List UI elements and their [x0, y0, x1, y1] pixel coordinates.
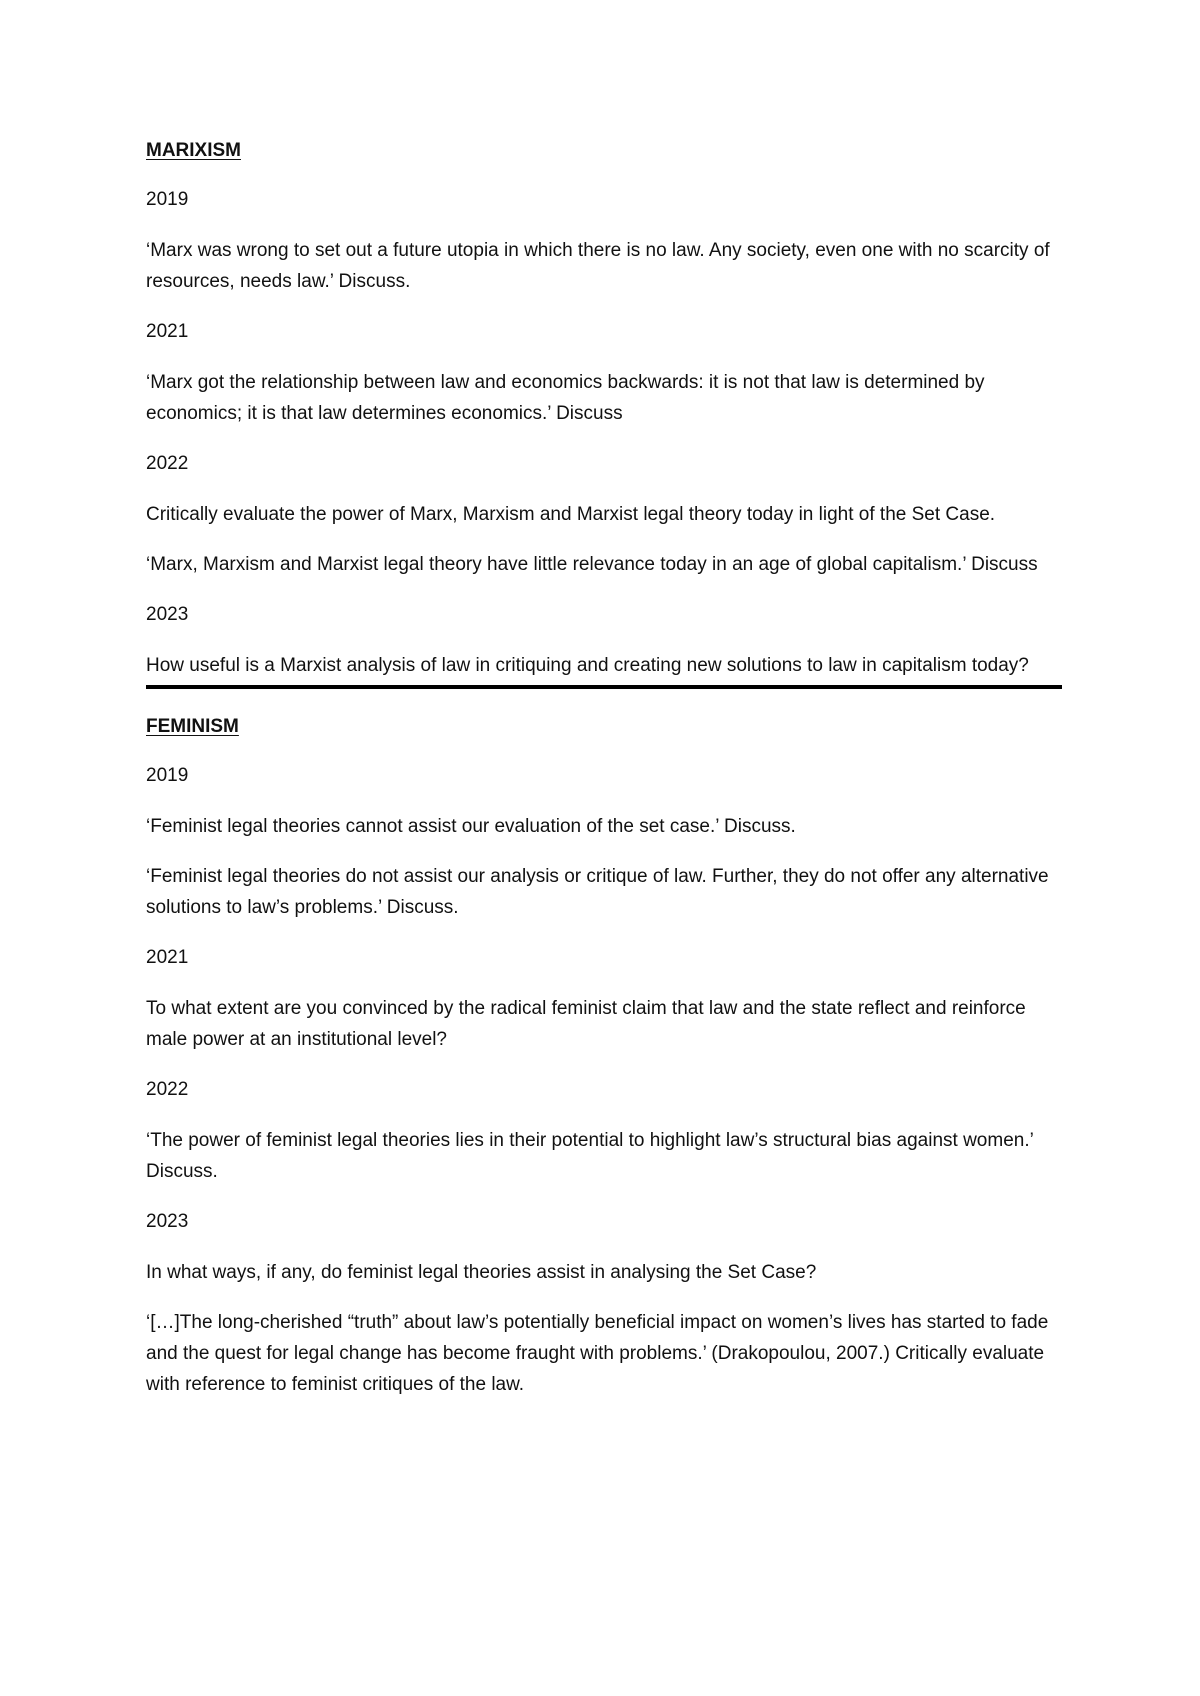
exam-question: ‘Feminist legal theories cannot assist our evaluation of the set case.’ Discuss.	[146, 816, 796, 837]
document-page	[146, 138, 1062, 1400]
exam-question: To what extent are you convinced by the radical feminist claim that law and the state reflect and reinforce male power at an institutional level?	[146, 998, 1026, 1050]
exam-question: ‘Marx got the relationship between law and economics backwards: it is not that law is determined by economics; it is that law determines economics.’ Discuss	[146, 372, 985, 424]
exam-question: ‘Marx was wrong to set out a future utopia in which there is no law. Any society, even one with no scarcity of resources, needs law.’ Discuss.	[146, 240, 1050, 292]
section-marxism	[146, 138, 1062, 681]
exam-question: ‘Feminist legal theories do not assist our analysis or critique of law. Further, they do not offer any alternative solutions to law’s problems.’ Discuss.	[146, 866, 1049, 918]
year-label: 2021	[146, 321, 189, 342]
year-label: 2019	[146, 765, 189, 786]
year-label: 2019	[146, 189, 189, 210]
exam-question: How useful is a Marxist analysis of law in critiquing and creating new solutions to law in capitalism today?	[146, 655, 1029, 676]
section-heading: MARIXISM	[146, 140, 241, 161]
exam-question: ‘Marx, Marxism and Marxist legal theory have little relevance today in an age of global capitalism.’ Discuss	[146, 554, 1038, 575]
year-label: 2022	[146, 1079, 189, 1100]
exam-question: ‘The power of feminist legal theories lies in their potential to highlight law’s structural bias against women.’ Discuss.	[146, 1130, 1034, 1182]
section-divider	[146, 685, 1062, 689]
year-label: 2022	[146, 453, 189, 474]
year-label: 2023	[146, 1211, 189, 1232]
section-feminism	[146, 714, 1062, 1400]
year-label: 2021	[146, 947, 189, 968]
exam-question: Critically evaluate the power of Marx, Marxism and Marxist legal theory today in light of the Set Case.	[146, 504, 996, 525]
year-label: 2023	[146, 604, 189, 625]
section-heading: FEMINISM	[146, 716, 239, 737]
exam-question: In what ways, if any, do feminist legal theories assist in analysing the Set Case?	[146, 1262, 817, 1283]
exam-question: ‘[…]The long-cherished “truth” about law’s potentially beneficial impact on women’s lives has started to fade and the quest for legal change has become fraught with problems.’ (Drakopoulou, 2007.) Critically evaluate with reference to feminist critiques of the law.	[146, 1312, 1049, 1395]
